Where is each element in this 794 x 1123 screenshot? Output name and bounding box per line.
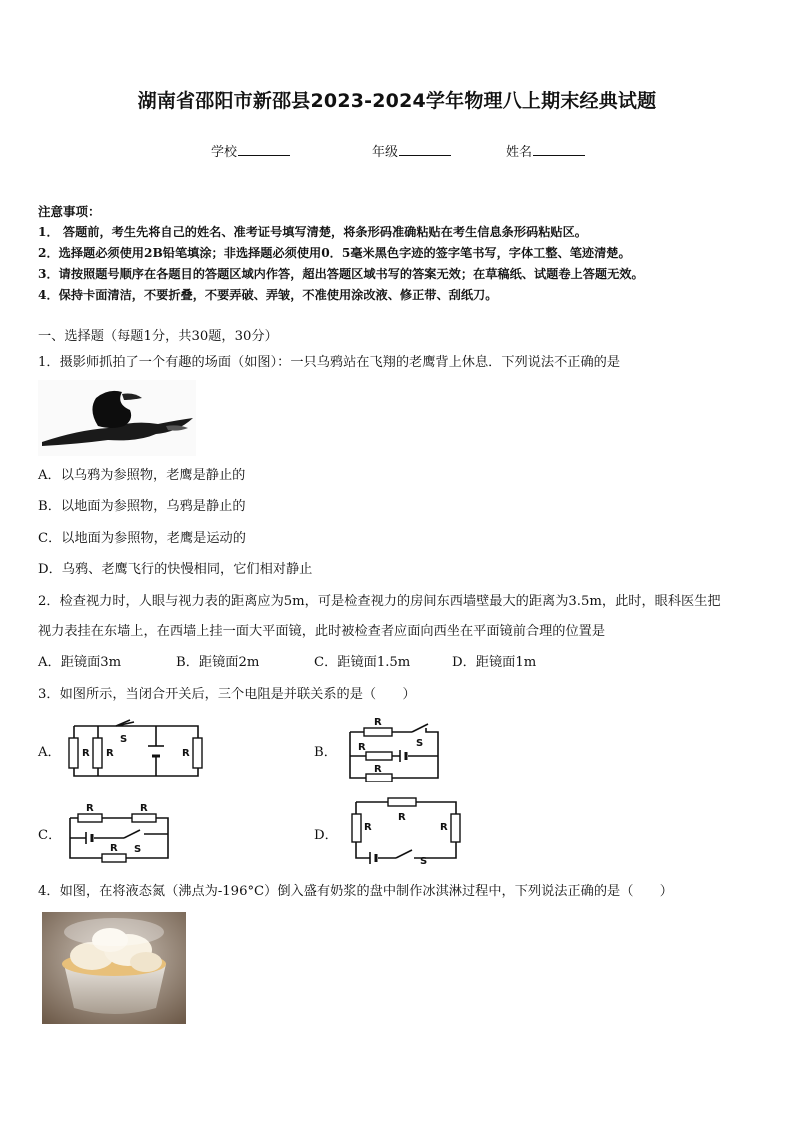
svg-text:S: S — [420, 856, 428, 866]
svg-text:R: R — [86, 803, 94, 814]
crow-eagle-photo — [38, 380, 196, 456]
circuit-d-diagram — [344, 796, 464, 866]
notice-heading: 注意事项： — [38, 204, 101, 219]
grade-field — [372, 141, 451, 160]
circuit-c-diagram — [64, 800, 174, 866]
option-a: A．距镜面3m — [38, 655, 122, 670]
svg-text:R: R — [374, 717, 382, 728]
option-c: C．以地面为参照物，老鹰是运动的 — [38, 531, 246, 546]
notice-item: 1． 答题前，考生先将自己的姓名、准考证号填写清楚，将条形码准确粘贴在考生信息条形码粘贴区。 — [38, 225, 587, 239]
svg-text:R: R — [110, 843, 118, 854]
school-blank — [238, 141, 290, 156]
svg-text:S: S — [416, 738, 424, 749]
svg-text:S: S — [120, 734, 128, 745]
option-a: A．以乌鸦为参照物，老鹰是静止的 — [38, 468, 246, 483]
svg-text:R: R — [440, 822, 448, 833]
svg-text:R: R — [140, 803, 148, 814]
svg-text:R: R — [358, 742, 366, 753]
notice-item: 3．请按照题号顺序在各题目的答题区域内作答，超出答题区域书写的答案无效；在草稿纸、试题卷上答题无效。 — [38, 267, 644, 281]
school-label: 学校 — [211, 145, 238, 160]
circuit-label-d: D． — [314, 828, 338, 843]
section-heading: 一、选择题（每题1分，共30题，30分） — [38, 329, 278, 344]
circuit-b-diagram — [344, 716, 444, 782]
name-field — [506, 141, 585, 160]
option-b: B．以地面为参照物，乌鸦是静止的 — [38, 499, 246, 514]
option-d: D．乌鸦、老鹰飞行的快慢相同，它们相对静止 — [38, 562, 313, 577]
svg-text:R: R — [398, 812, 406, 823]
school-field — [211, 141, 290, 160]
question-stem: 2．检查视力时，人眼与视力表的距离应为5m，可是检查视力的房间东西墙壁最大的距离为3.5m，此时，眼科医生把 — [38, 594, 721, 609]
option-c: C．距镜面1.5m — [314, 655, 411, 670]
circuit-a-diagram — [64, 718, 210, 784]
question-stem: 3．如图所示，当闭合开关后，三个电阻是并联关系的是（ ） — [38, 687, 416, 702]
svg-text:R: R — [374, 764, 382, 775]
svg-text:R: R — [106, 748, 114, 759]
name-blank — [533, 141, 585, 156]
page-title: 湖南省邵阳市新邵县2023-2024学年物理八上期末经典试题 — [137, 90, 657, 112]
ice-cream-photo — [42, 912, 186, 1024]
option-b: B．距镜面2m — [176, 655, 260, 670]
question-stem: 1．摄影师抓拍了一个有趣的场面（如图）：一只乌鸦站在飞翔的老鹰背上休息．下列说法不正确的是 — [38, 355, 621, 370]
circuit-label-a: A． — [38, 745, 61, 760]
notice-item: 2．选择题必须使用2B铅笔填涂；非选择题必须使用0．5毫米黑色字迹的签字笔书写，字体工整、笔迹清楚。 — [38, 246, 631, 260]
question-stem-cont: 视力表挂在东墙上，在西墙上挂一面大平面镜，此时被检查者应面向西坐在平面镜前合理的位置是 — [38, 624, 606, 639]
svg-text:S: S — [134, 844, 142, 855]
svg-text:R: R — [364, 822, 372, 833]
circuit-label-b: B． — [314, 745, 337, 760]
svg-text:R: R — [82, 748, 90, 759]
vapor-cloud — [64, 918, 164, 946]
circuit-label-c: C． — [38, 828, 62, 843]
grade-label: 年级 — [372, 145, 399, 160]
question-stem: 4．如图，在将液态氮（沸点为-196°C）倒入盛有奶浆的盘中制作冰淇淋过程中，下列说法正确的是（ ） — [38, 884, 673, 899]
grade-blank — [399, 141, 451, 156]
name-label: 姓名 — [506, 145, 533, 160]
notice-item: 4．保持卡面清洁，不要折叠，不要弄破、弄皱，不准使用涂改液、修正带、刮纸刀。 — [38, 288, 498, 302]
svg-text:R: R — [182, 748, 190, 759]
option-d: D．距镜面1m — [452, 655, 537, 670]
